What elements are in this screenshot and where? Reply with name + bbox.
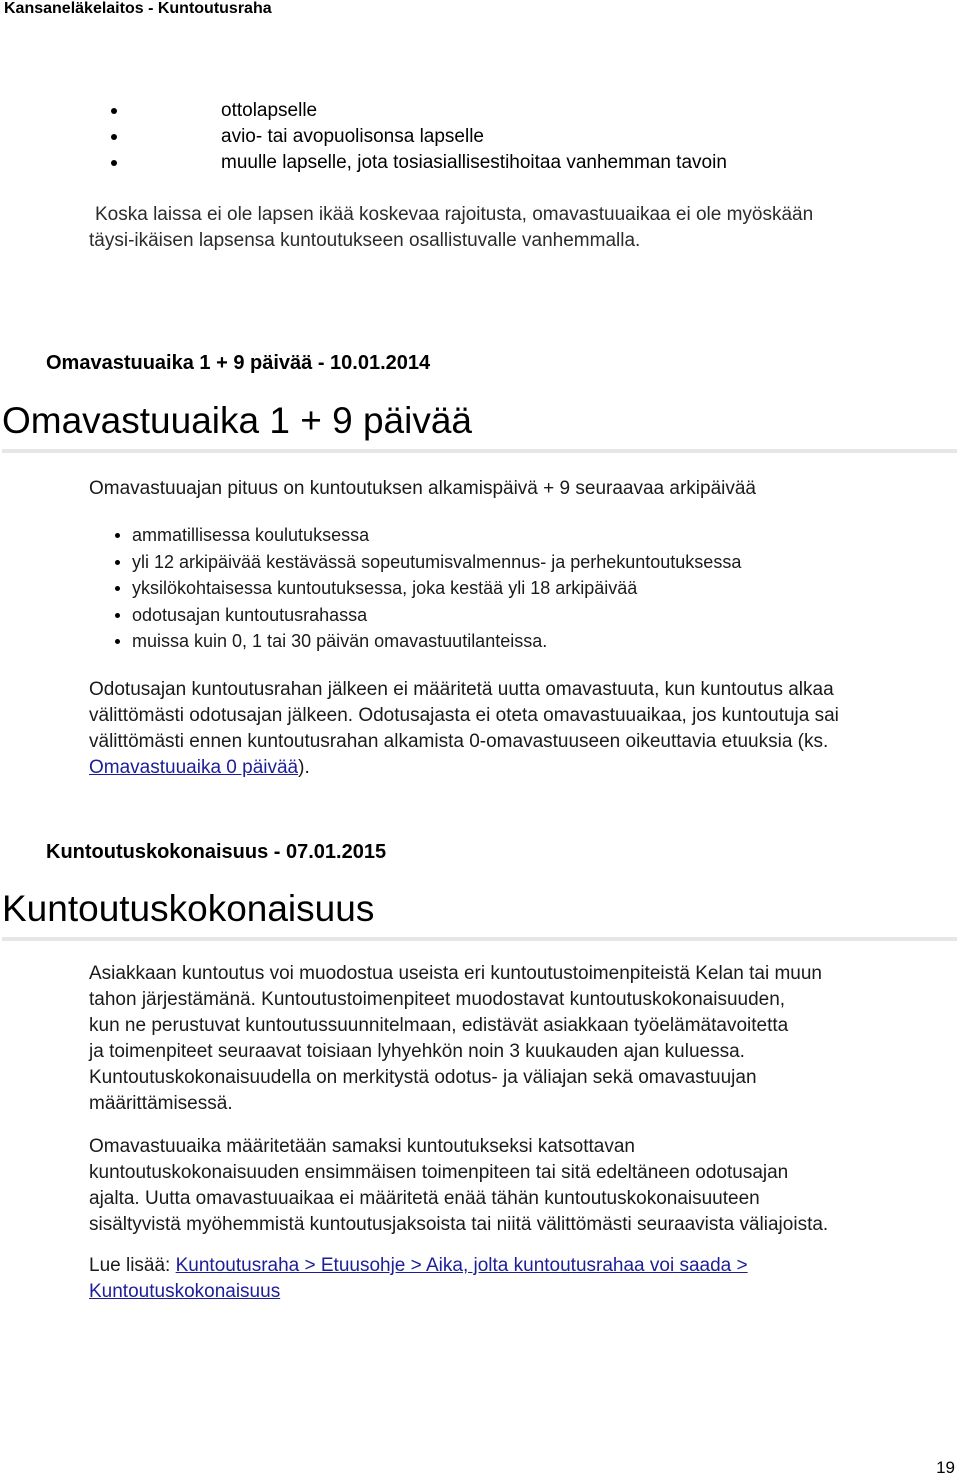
list-item-text: muulle lapselle, jota tosiasiallisestihoitaa vanhemman tavoin xyxy=(221,152,727,173)
paragraph-line: Omavastuuaika määritetään samaksi kuntoutukseksi katsottavan xyxy=(89,1136,635,1157)
list-item xyxy=(111,549,741,576)
section-date-label: Kuntoutuskokonaisuus - 07.01.2015 xyxy=(46,841,387,863)
list-item xyxy=(0,124,727,150)
section-paragraph xyxy=(89,961,954,1117)
paragraph-line: Odotusajan kuntoutusrahan jälkeen ei määritetä uutta omavastuuta, kun kuntoutus alkaa xyxy=(89,679,834,700)
list-item-text: avio- tai avopuolisonsa lapselle xyxy=(221,126,484,147)
paragraph-line: kun ne perustuvat kuntoutussuunnitelmaan, edistävät asiakkaan työelämätavoitetta xyxy=(89,1015,789,1036)
paragraph-line: Kuntoutuskokonaisuudella on merkitystä odotus- ja väliajan sekä omavastuujan xyxy=(89,1067,757,1088)
bullet-icon xyxy=(115,560,120,565)
link-suffix-text: ). xyxy=(298,757,310,778)
list-item xyxy=(111,522,741,549)
list-item-text: muissa kuin 0, 1 tai 30 päivän omavastuutilanteissa. xyxy=(132,631,548,651)
section-heading: Kuntoutuskokonaisuus xyxy=(2,887,957,941)
section-lead-text: Omavastuuajan pituus on kuntoutuksen alkamispäivä + 9 seuraavaa arkipäivää xyxy=(89,478,756,499)
intro-line: täysi-ikäisen lapsensa kuntoutukseen osallistuvalle vanhemmalla. xyxy=(89,230,641,251)
bullet-icon xyxy=(115,639,120,644)
list-item xyxy=(111,602,741,629)
bullet-icon xyxy=(111,160,117,166)
paragraph-line: tahon järjestämänä. Kuntoutustoimenpiteet muodostavat kuntoutuskokonaisuuden, xyxy=(89,989,786,1010)
read-more-link-continued[interactable]: Kuntoutuskokonaisuus xyxy=(89,1281,281,1302)
top-bullet-list xyxy=(0,98,727,176)
section-paragraph xyxy=(89,1134,954,1238)
omavastuuaika-0-link[interactable]: Omavastuuaika 0 päivää xyxy=(89,757,299,778)
page-number: 19 xyxy=(936,1458,955,1477)
paragraph-line xyxy=(89,1253,954,1279)
paragraph-line: välittömästi ennen kuntoutusrahan alkamista 0-omavastuuseen oikeuttavia etuuksia (ks. xyxy=(89,731,829,752)
intro-line: Koska laissa ei ole lapsen ikää koskevaa rajoitusta, omavastuuaikaa ei ole myöskään xyxy=(95,204,814,225)
read-more-link[interactable]: Kuntoutusraha > Etuusohje > Aika, jolta kuntoutusrahaa voi saada > xyxy=(175,1255,748,1276)
list-item xyxy=(111,628,741,655)
paragraph-line: Asiakkaan kuntoutus voi muodostua useista eri kuntoutustoimenpiteistä Kelan tai muun xyxy=(89,963,822,984)
read-more-paragraph xyxy=(89,1253,954,1305)
list-item-text: yli 12 arkipäivää kestävässä sopeutumisvalmennus- ja perhekuntoutuksessa xyxy=(132,551,742,572)
bullet-icon xyxy=(115,613,120,618)
list-item-text: ottolapselle xyxy=(221,100,318,121)
list-item-text: odotusajan kuntoutusrahassa xyxy=(132,604,368,625)
list-item xyxy=(111,575,741,602)
paragraph-line: sisältyvistä myöhemmistä kuntoutusjaksoista tai niitä välittömästi seuraavista väliajoista. xyxy=(89,1214,829,1235)
intro-paragraph xyxy=(89,202,949,254)
read-more-label: Lue lisää: xyxy=(89,1255,176,1276)
list-item xyxy=(0,98,727,124)
list-item-text: ammatillisessa koulutuksessa xyxy=(132,525,370,545)
paragraph-line: ja toimenpiteet seuraavat toisiaan lyhyehkön noin 3 kuukauden ajan kuluessa. xyxy=(89,1041,745,1062)
paragraph-line: välittömästi odotusajan jälkeen. Odotusajasta ei oteta omavastuuaikaa, jos kuntoutuja sai xyxy=(89,705,839,726)
section-date-label: Omavastuuaika 1 + 9 päivää - 10.01.2014 xyxy=(46,352,431,374)
section-bullet-list xyxy=(111,522,741,655)
paragraph-line: määrittämisessä. xyxy=(89,1093,233,1114)
paragraph-line: kuntoutuskokonaisuuden ensimmäisen toimenpiteen tai sitä edeltäneen odotusajan xyxy=(89,1162,789,1183)
bullet-icon xyxy=(115,586,120,591)
list-item xyxy=(0,150,727,176)
paragraph-line xyxy=(89,755,954,781)
paragraph-line: ajalta. Uutta omavastuuaikaa ei määritetä enää tähän kuntoutuskokonaisuuteen xyxy=(89,1188,760,1209)
section-paragraph xyxy=(89,677,954,781)
list-item-text: yksilökohtaisessa kuntoutuksessa, joka kestää yli 18 arkipäivää xyxy=(132,578,638,598)
document-header-title: Kansaneläkelaitos - Kuntoutusraha xyxy=(4,0,272,17)
bullet-icon xyxy=(111,108,117,114)
section-heading: Omavastuuaika 1 + 9 päivää xyxy=(2,399,957,453)
bullet-icon xyxy=(111,134,117,140)
bullet-icon xyxy=(115,533,120,538)
paragraph-line xyxy=(89,1279,954,1305)
